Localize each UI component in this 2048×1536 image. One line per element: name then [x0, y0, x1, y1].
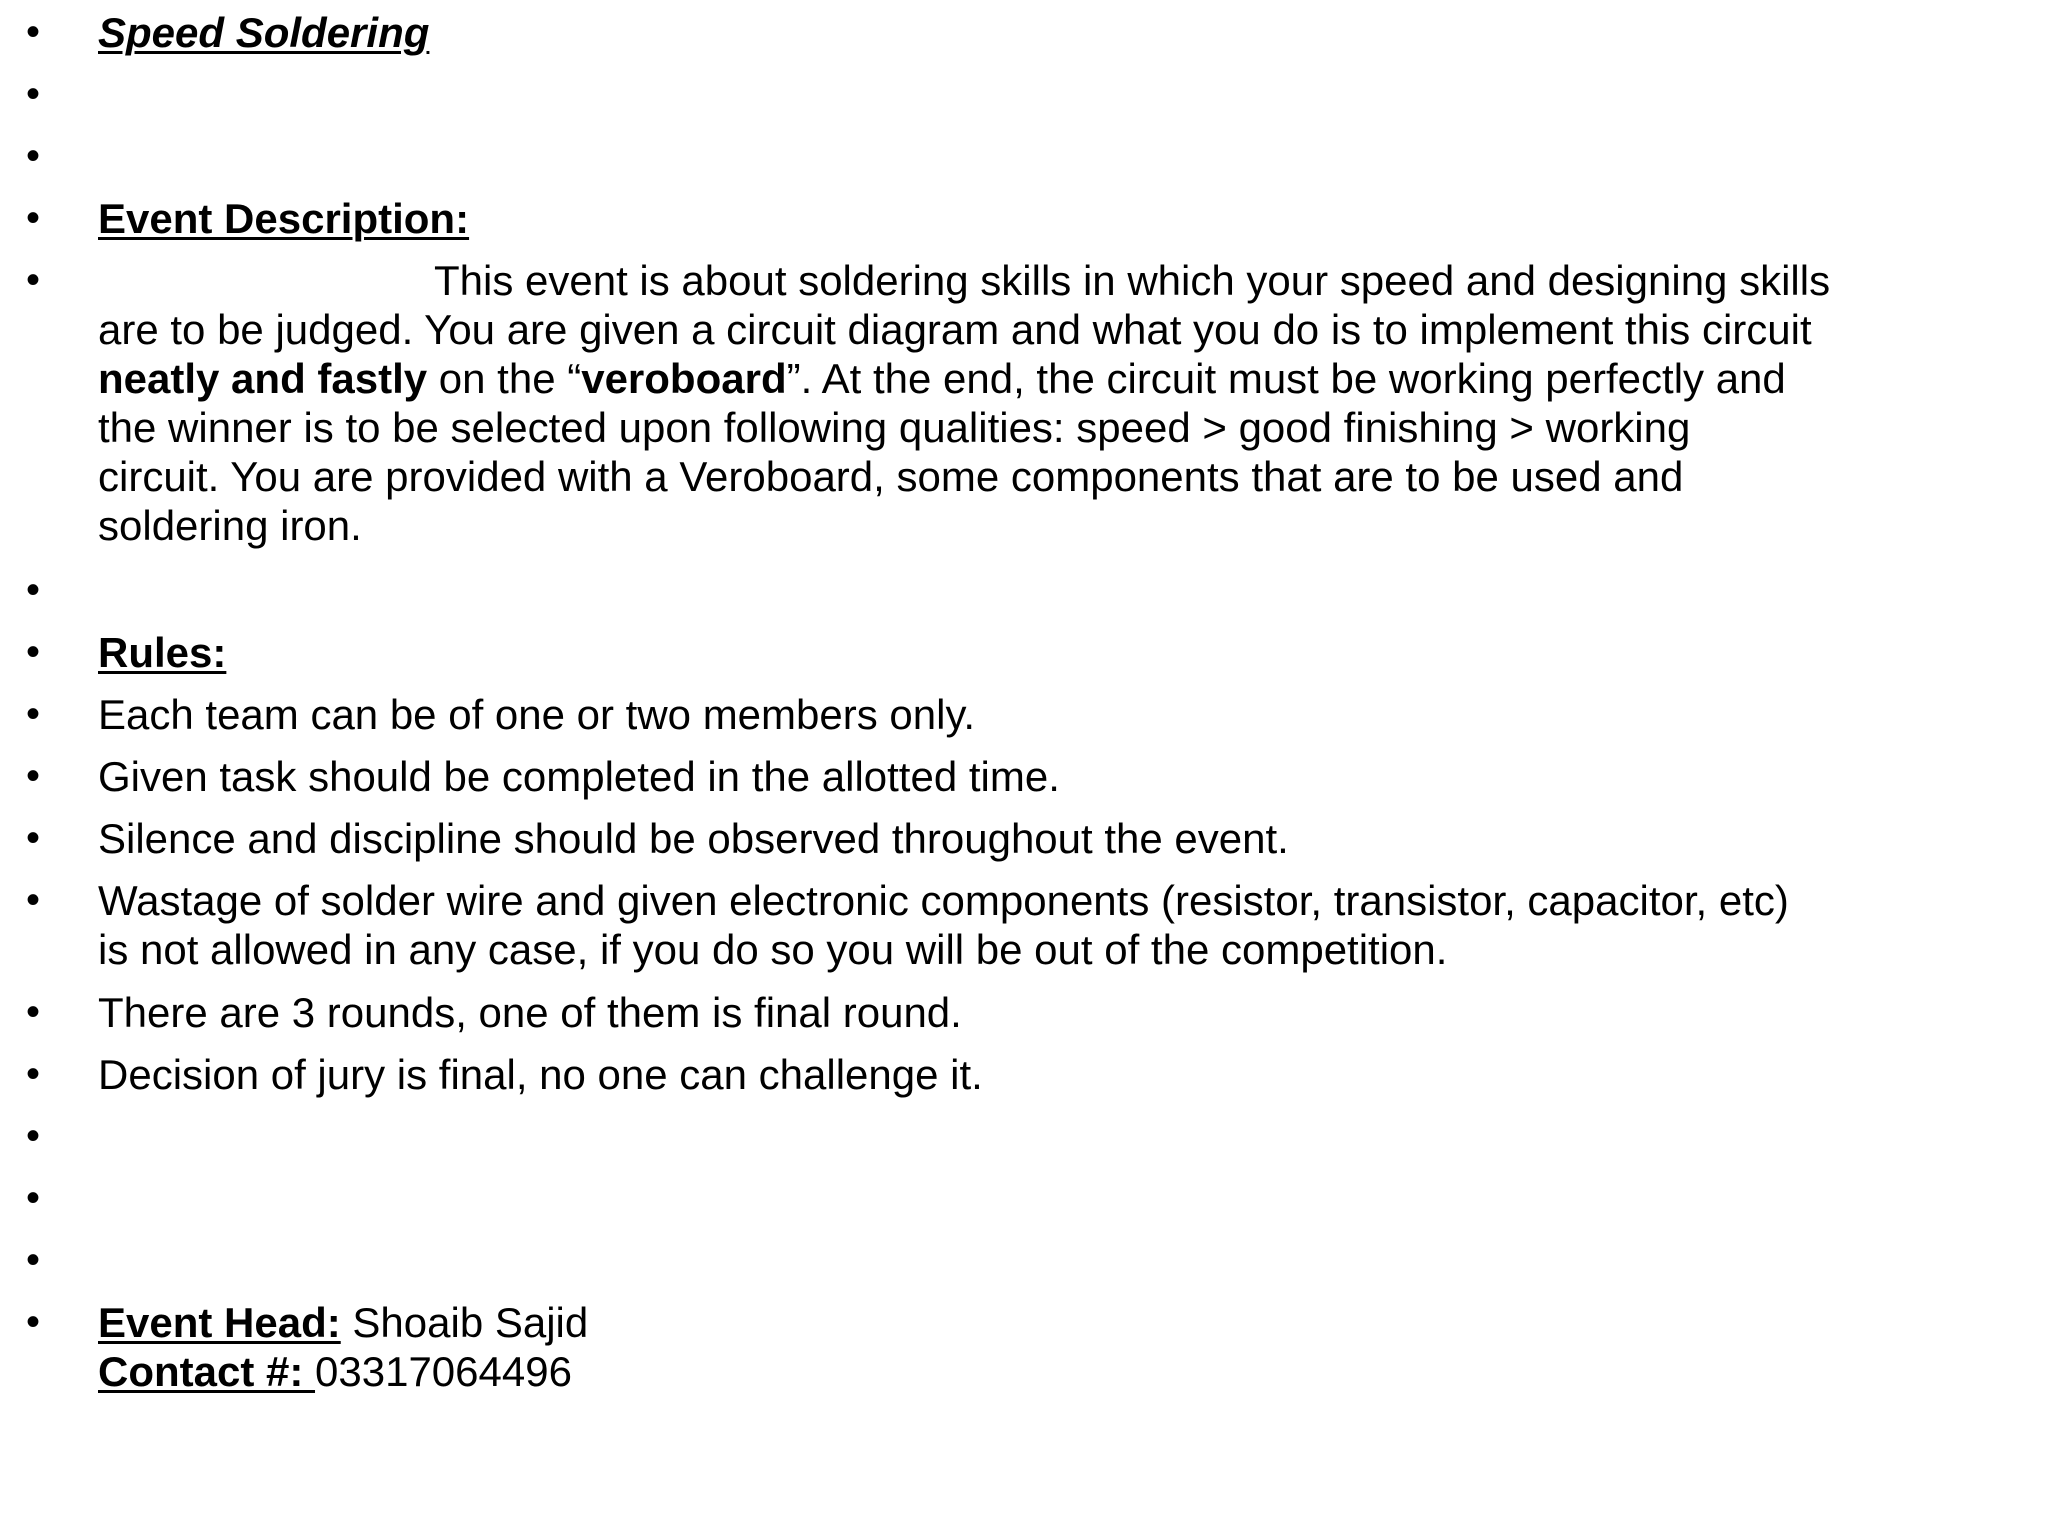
bullet-dot: •	[26, 1300, 41, 1344]
bullet-dot: •	[26, 990, 41, 1034]
rule-text: Each team can be of one or two members only.	[98, 691, 975, 738]
description-line: circuit. You are provided with a Veroboard, some components that are to be used and	[98, 453, 1684, 500]
event-head-name: Shoaib Sajid	[340, 1299, 589, 1346]
rules-heading: Rules:	[98, 629, 227, 676]
contact-number: 03317064496	[315, 1348, 572, 1395]
rule-item	[26, 988, 2038, 1037]
description-line: are to be judged. You are given a circuit diagram and what you do is to implement this circuit	[98, 306, 1812, 353]
rule-text: Silence and discipline should be observed throughout the event.	[98, 815, 1289, 862]
event-head-label: Event Head:	[98, 1299, 341, 1346]
bullet-dot: •	[26, 568, 41, 612]
rule-item	[26, 752, 2038, 801]
bullet-dot: •	[26, 1176, 41, 1220]
bullet-dot: •	[26, 72, 41, 116]
contact-item	[26, 1298, 2038, 1396]
emphasis-neatly-fastly: neatly and fastly	[98, 355, 428, 402]
event-head-line	[98, 1298, 2038, 1347]
description-line: the winner is to be selected upon following qualities: speed > good finishing > working	[98, 404, 1691, 451]
rule-item	[26, 690, 2038, 739]
contact-line	[98, 1347, 2038, 1396]
page-title: Speed Soldering	[98, 9, 430, 56]
bullet-dot: •	[26, 10, 41, 54]
rule-item	[26, 1050, 2038, 1099]
description-text: ”. At the end, the circuit must be working perfectly and	[786, 355, 1786, 402]
contact-label: Contact #:	[98, 1348, 316, 1395]
bullet-dot: •	[26, 816, 41, 860]
bullet-dot: •	[26, 196, 41, 240]
bullet-dot: •	[26, 1238, 41, 1282]
rule-text: Wastage of solder wire and given electronic components (resistor, transistor, capacitor, etc)	[98, 877, 1789, 924]
rule-item	[26, 814, 2038, 863]
rule-text: is not allowed in any case, if you do so you will be out of the competition.	[98, 926, 1448, 973]
rule-item	[26, 876, 2038, 974]
rule-text: There are 3 rounds, one of them is final round.	[98, 989, 962, 1036]
description-heading-item	[26, 194, 2038, 243]
emphasis-veroboard: veroboard	[581, 355, 787, 402]
rules-heading-item	[26, 628, 2038, 677]
bullet-dot: •	[26, 1052, 41, 1096]
bullet-dot: •	[26, 754, 41, 798]
bullet-dot: •	[26, 258, 41, 302]
rule-text: Given task should be completed in the allotted time.	[98, 753, 1060, 800]
description-heading: Event Description:	[98, 195, 470, 242]
description-paragraph	[26, 256, 2038, 550]
bullet-dot: •	[26, 134, 41, 178]
description-line: soldering iron.	[98, 502, 362, 549]
bullet-dot: •	[26, 692, 41, 736]
rule-text: Decision of jury is final, no one can challenge it.	[98, 1051, 983, 1098]
bullet-dot: •	[26, 630, 41, 674]
description-line: This event is about soldering skills in which your speed and designing skills	[434, 257, 1831, 304]
title-item	[26, 8, 2038, 57]
description-text: on the “	[427, 355, 582, 402]
description-line	[98, 354, 2038, 403]
bullet-dot: •	[26, 1114, 41, 1158]
bullet-dot: •	[26, 878, 41, 922]
